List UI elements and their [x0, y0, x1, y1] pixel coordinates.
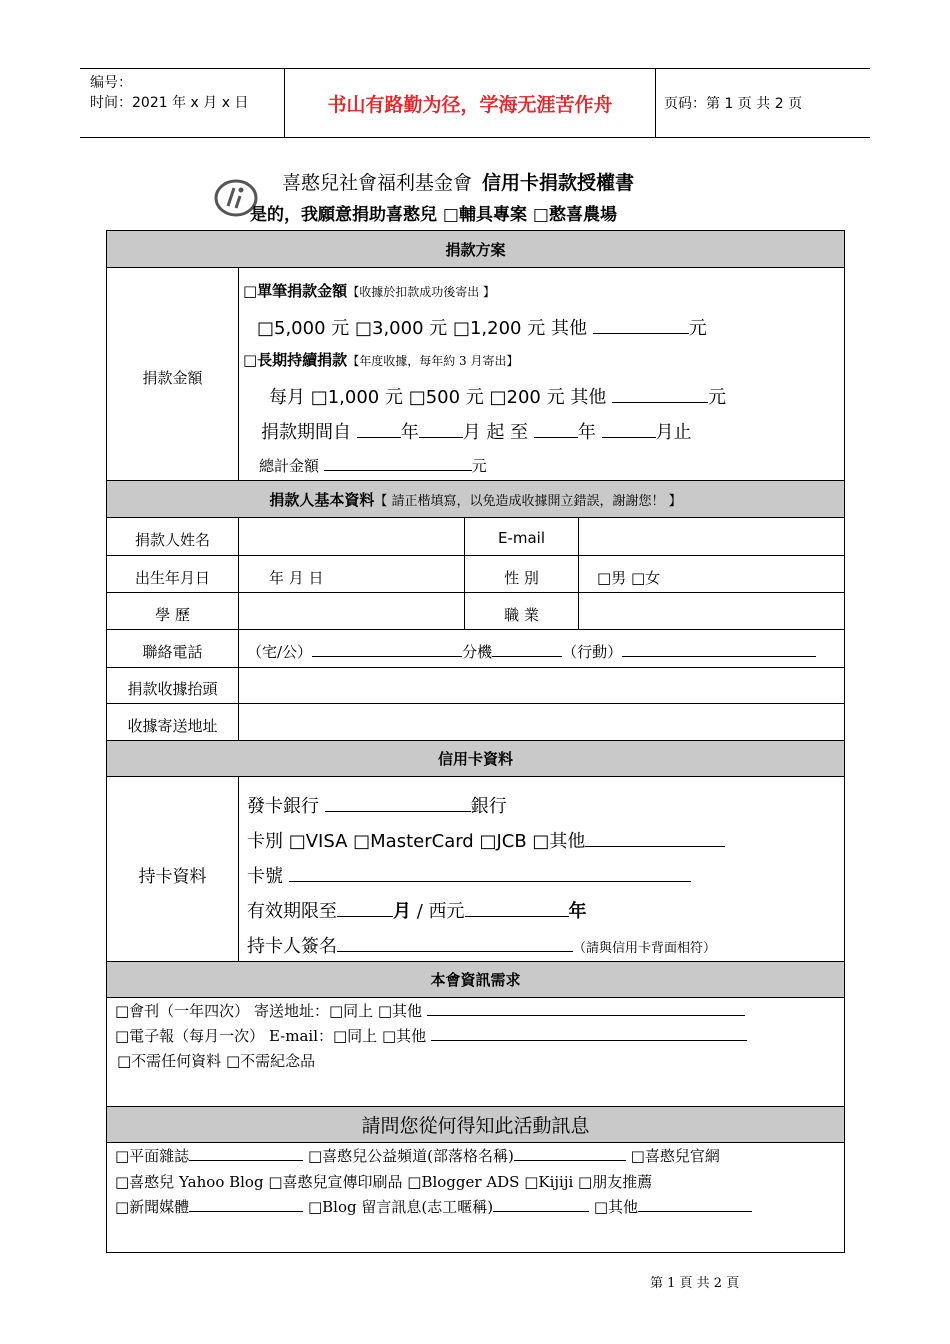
job-field[interactable] — [579, 593, 843, 629]
address-label: 收據寄送地址 — [127, 717, 218, 735]
long-donation[interactable]: □長期持續捐款【年度收據，每年約 3 月寄出】 — [243, 351, 519, 369]
donation-period[interactable]: 捐款期間自 年 月 起 至 年 月止 — [261, 422, 692, 443]
info-none[interactable]: □不需任何資料 □不需紀念品 — [117, 1052, 316, 1070]
source-row-2[interactable]: □喜憨兒 Yahoo Blog □喜憨兒宣傳印刷品 □Blogger ADS □Kijiji □朋友推薦 — [115, 1173, 653, 1191]
education-label: 學 歷 — [155, 606, 190, 624]
education-field[interactable] — [239, 593, 463, 629]
address-field[interactable] — [239, 704, 843, 739]
long-options[interactable]: 每月 □1,000 元 □500 元 □200 元 其他 元 — [269, 387, 727, 408]
receipt-title-label: 捐款收據抬頭 — [127, 680, 218, 698]
issuing-bank[interactable]: 發卡銀行 銀行 — [247, 796, 507, 817]
motto: 书山有路勤为径，学海无涯苦作舟 — [284, 69, 656, 137]
info-newsletter[interactable]: □電子報（每月一次） E-mail：□同上 □其他 — [115, 1025, 747, 1046]
org-name: 喜憨兒社會福利基金會 — [282, 172, 473, 194]
job-label: 職 業 — [504, 606, 539, 624]
email-field[interactable] — [579, 518, 843, 554]
card-expiry[interactable]: 有效期限至 月 / 西元 年 — [247, 901, 587, 922]
source-row-1[interactable]: □平面雜誌 □喜憨兒公益頻道(部落格名稱) □喜憨兒官網 — [115, 1147, 720, 1165]
cardholder-signature[interactable]: 持卡人簽名 （請與信用卡背面相符） — [247, 936, 717, 957]
number-label: 编号： — [90, 75, 132, 91]
donor-heading: 捐款人基本資料 【 請正楷填寫，以免造成收據開立錯誤，謝謝您！ 】 — [107, 480, 844, 518]
plan-heading: 捐款方案 — [107, 231, 844, 268]
receipt-title-field[interactable] — [239, 668, 843, 702]
single-options[interactable]: □5,000 元 □3,000 元 □1,200 元 其他 元 — [257, 318, 707, 339]
email-label: E-mail — [497, 529, 546, 547]
form-title — [282, 168, 634, 195]
page-footer: 第 1 頁 共 2 頁 — [650, 1276, 740, 1291]
donation-form — [106, 230, 845, 1253]
single-donation[interactable]: □單筆捐款金額【收據於扣款成功後寄出 】 — [243, 282, 496, 300]
header-meta — [90, 73, 248, 113]
form-name: 信用卡捐款授權書 — [482, 172, 635, 194]
total-amount[interactable]: 總計金額 元 — [259, 457, 487, 475]
source-row-3[interactable]: □新聞媒體 □Blog 留言訊息(志工暱稱) □其他 — [115, 1196, 752, 1217]
page-info: 页码：第 1 页 共 2 页 — [664, 96, 803, 112]
gender-options[interactable]: □男 □女 — [597, 569, 661, 587]
card-type[interactable]: 卡別 □VISA □MasterCard □JCB □其他 — [247, 827, 725, 853]
document-header — [80, 68, 870, 138]
name-field[interactable] — [239, 518, 463, 554]
amount-label: 捐款金額 — [142, 369, 203, 387]
name-label: 捐款人姓名 — [134, 531, 210, 549]
birth-label: 出生年月日 — [134, 569, 210, 587]
form-subtitle: 是的，我願意捐助喜憨兒 □輔具專案 □憨喜農場 — [250, 205, 617, 225]
phone-label: 聯絡電話 — [142, 643, 203, 661]
gender-label: 性 別 — [504, 569, 539, 587]
info-heading: 本會資訊需求 — [107, 961, 844, 998]
birth-field[interactable]: 年 月 日 — [269, 569, 324, 587]
card-number[interactable]: 卡號 — [247, 862, 691, 888]
card-heading: 信用卡資料 — [107, 740, 844, 777]
info-journal[interactable]: □會刊（一年四次） 寄送地址：□同上 □其他 — [115, 1000, 745, 1021]
phone-field[interactable]: （宅/公） 分機 （行動） — [247, 641, 816, 662]
time-label: 时间：2021 年 x 月 x 日 — [90, 95, 249, 111]
card-label: 持卡資料 — [138, 867, 207, 887]
source-heading: 請問您從何得知此活動訊息 — [107, 1106, 844, 1143]
